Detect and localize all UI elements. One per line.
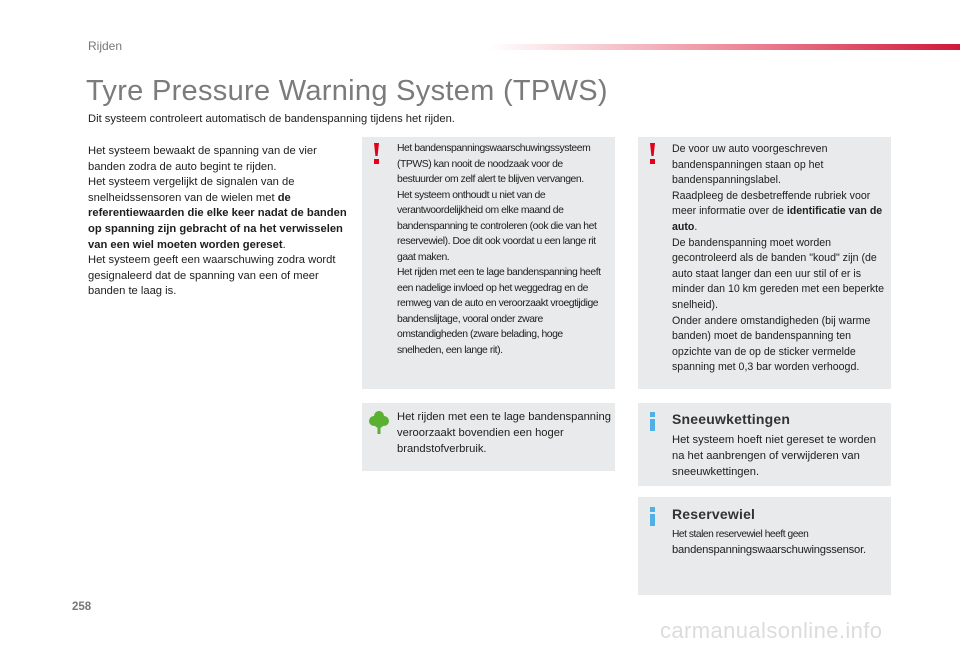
warning-box-pressure-p4: Onder andere omstandigheden (bij warme banden) moet de bandenspanning ten opzichte van de op de sticker vermelde spanning met 0,3 bar worden verhoogd. bbox=[672, 314, 871, 374]
info-box-spare-wheel-line-2: bandenspanningswaarschuwingssensor. bbox=[672, 544, 866, 556]
info-box-snow-chains-heading: Sneeuwkettingen bbox=[672, 411, 791, 427]
main-paragraph-1: Het systeem bewaakt de spanning van de vier banden zodra de auto begint te rijden. bbox=[88, 145, 317, 173]
warning-box-tpws-p1: Het bandenspanningswaarschuwingssysteem (TPWS) kan nooit de noodzaak voor de bestuurder om zelf alert te blijven vervangen. bbox=[397, 143, 591, 185]
main-paragraph-2: Het systeem vergelijkt de signalen van de snelheidssensoren van de wielen met de referentiewaarden die elke keer nadat de banden op spanning zijn gebracht of na het verwisselen van een wiel moeten worden gereset. bbox=[88, 176, 347, 251]
warning-exclamation-icon bbox=[650, 143, 656, 165]
watermark: carmanualsonline.info bbox=[660, 618, 883, 643]
main-paragraph-2-bold: de referentiewaarden die elke keer nadat de banden op spanning zijn gebracht of na het verwisselen van een wiel moeten worden gereset bbox=[88, 191, 347, 251]
intro-text: Dit systeem controleert automatisch de bandenspanning tijdens het rijden. bbox=[88, 113, 455, 125]
info-icon bbox=[650, 412, 656, 432]
warning-box-pressure-p1: De voor uw auto voorgeschreven bandenspanningen staan op het bandenspanningslabel. bbox=[672, 143, 828, 187]
warning-box-tpws-p3: Het rijden met een te lage bandenspanning heeft een nadelige invloed op het weggedrag en de remweg van de auto en veroorzaakt vroegtijdige bandenslijtage, vooral onder zware omstandigheden (zware belading, hoge snelheden, een lange rit). bbox=[397, 267, 601, 356]
page-number: 258 bbox=[72, 601, 92, 613]
warning-box-pressure-p3: De bandenspanning moet worden gecontroleerd als de banden "koud" zijn (de auto staat langer dan een uur stil of er is minder dan 10 km gereden met een beperkte snelheid). bbox=[672, 236, 885, 311]
main-body-text bbox=[88, 144, 350, 300]
warning-box-tpws-text bbox=[397, 141, 610, 358]
eco-box-text: Het rijden met een te lage bandenspanning veroorzaakt bovendien een hoger brandstofverbruik. bbox=[397, 411, 611, 455]
page-title: Tyre Pressure Warning System (TPWS) bbox=[86, 75, 608, 107]
info-box-spare-wheel-heading: Reservewiel bbox=[672, 506, 756, 522]
warning-exclamation-icon bbox=[374, 143, 380, 165]
section-label: Rijden bbox=[88, 39, 123, 53]
warning-box-pressure-text bbox=[672, 142, 887, 376]
info-box-spare-wheel-line-1: Het stalen reservewiel heeft geen bbox=[672, 529, 809, 540]
warning-box-pressure-p2: Raadpleeg de desbetreffende rubriek voor meer informatie over de identificatie van de auto. bbox=[672, 189, 883, 233]
warning-box-tpws-p2: Het systeem onthoudt u niet van de verantwoordelijkheid om elke maand de bandenspanning te controleren (ook die van het reservewiel). Doe dit ook voordat u een lange rit gaat maken. bbox=[397, 189, 597, 263]
header-accent-bar bbox=[490, 44, 960, 50]
main-paragraph-3: Het systeem geeft een waarschuwing zodra wordt gesignaleerd dat de spanning van een of meer banden te laag is. bbox=[88, 254, 336, 298]
info-icon bbox=[650, 507, 656, 527]
eco-tree-icon bbox=[369, 410, 389, 434]
info-box-snow-chains-text: Het systeem hoeft niet gereset te worden na het aanbrengen of verwijderen van sneeuwkettingen. bbox=[672, 434, 876, 478]
